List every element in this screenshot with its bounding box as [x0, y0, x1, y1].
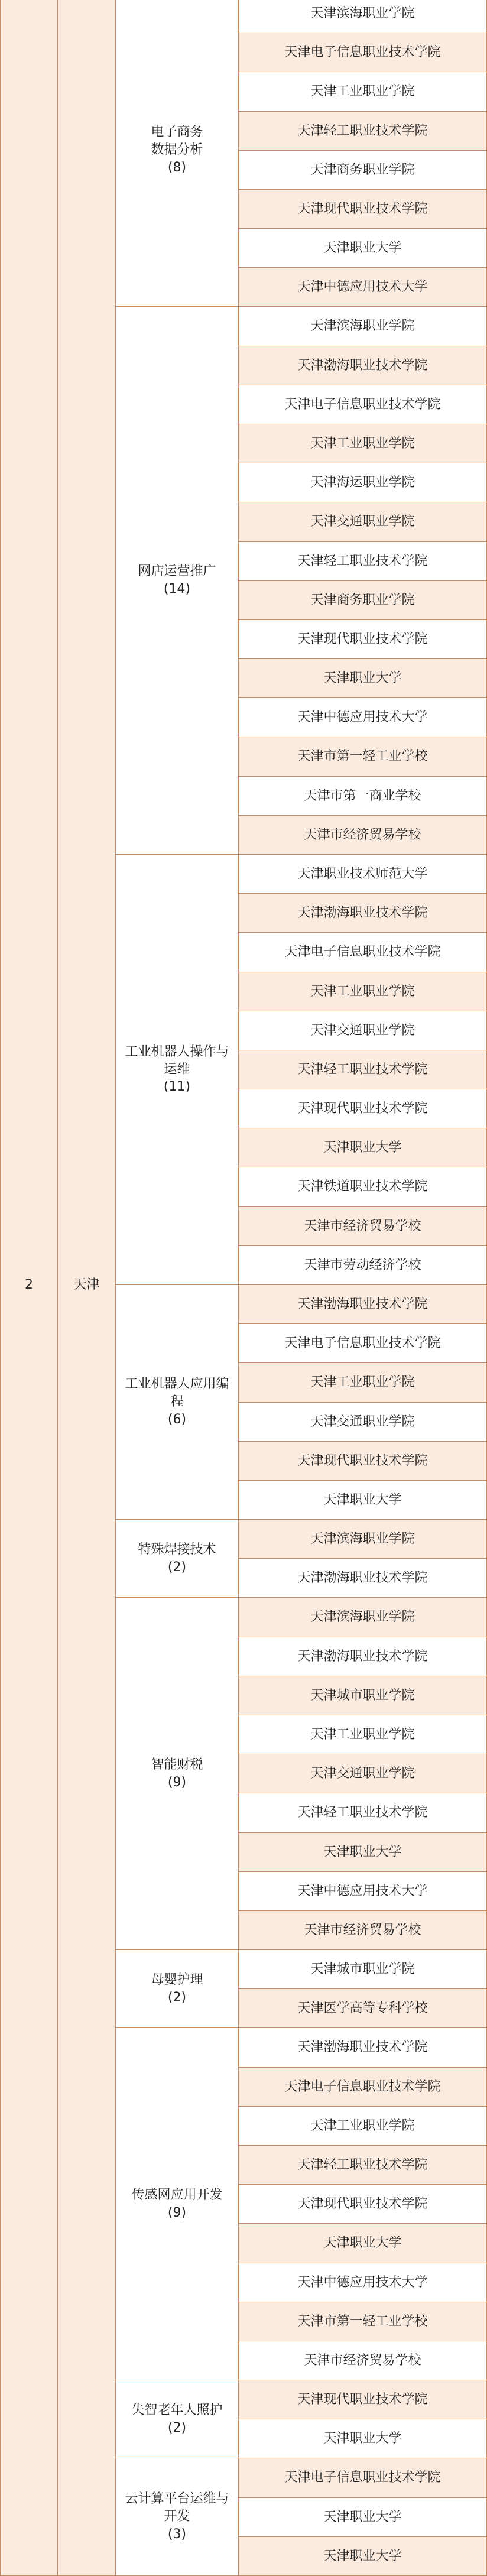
- school-cell: [239, 1207, 487, 1246]
- school-name: 天津职业大学: [323, 1140, 402, 1155]
- school-cell: [239, 1128, 487, 1167]
- school-name: 天津电子信息职业技术学院: [284, 2470, 441, 2486]
- school-name: 天津滨海职业学院: [310, 319, 415, 334]
- major-cell: [116, 2028, 239, 2380]
- school-cell: [239, 1167, 487, 1207]
- school-name: 天津工业职业学院: [310, 84, 415, 99]
- school-cell: [239, 2185, 487, 2224]
- school-name: 天津职业大学: [323, 1844, 402, 1860]
- major-school-count: (2): [167, 1559, 187, 1575]
- major-cell: [116, 0, 239, 307]
- major-name: 智能财税: [151, 1757, 203, 1772]
- major-label: [116, 1043, 237, 1096]
- major-school-count: (2): [167, 1990, 187, 2005]
- school-name: 天津中德应用技术大学: [297, 279, 428, 294]
- school-cell: [239, 972, 487, 1011]
- major-school-count: (2): [167, 2420, 187, 2435]
- school-name: 天津职业大学: [323, 240, 402, 255]
- school-name: 天津市第一商业学校: [304, 788, 421, 803]
- school-cell: [239, 620, 487, 659]
- major-name: 电子商务: [151, 125, 203, 140]
- school-name: 天津电子信息职业技术学院: [284, 945, 441, 960]
- school-cell: [239, 229, 487, 268]
- school-name: 天津城市职业学院: [310, 1961, 415, 1977]
- school-cell: [239, 1285, 487, 1324]
- major-school-count: (14): [163, 582, 191, 596]
- major-name: 开发: [164, 2509, 190, 2525]
- school-name: 天津渤海职业技术学院: [297, 905, 428, 920]
- school-name: 天津市第一轻工业学校: [297, 749, 428, 764]
- school-cell: [239, 2537, 487, 2576]
- school-cell: [239, 1793, 487, 1833]
- school-name: 天津电子信息职业技术学院: [284, 397, 441, 412]
- school-name: 天津现代职业技术学院: [297, 631, 428, 647]
- major-cell: [116, 1520, 239, 1598]
- school-cell: [239, 2107, 487, 2146]
- school-cell: [239, 1833, 487, 1872]
- school-name: 天津交通职业学院: [310, 1414, 415, 1429]
- school-cell: [239, 2341, 487, 2380]
- school-cell: [239, 1598, 487, 1637]
- school-name: 天津现代职业技术学院: [297, 1453, 428, 1468]
- school-name: 天津职业大学: [323, 2548, 402, 2564]
- major-school-count: (6): [167, 1412, 187, 1427]
- school-cell: [239, 151, 487, 190]
- school-cell: [239, 424, 487, 463]
- major-cell: [116, 2458, 239, 2576]
- school-name: 天津商务职业学院: [310, 592, 415, 608]
- school-name: 天津轻工职业技术学院: [297, 1805, 428, 1821]
- school-cell: [239, 2380, 487, 2419]
- major-name: 运维: [164, 1062, 190, 1077]
- school-cell: [239, 1050, 487, 1089]
- major-school-count: (11): [163, 1079, 191, 1095]
- school-cell: [239, 1011, 487, 1050]
- school-cell: [239, 346, 487, 385]
- region-cell: [58, 0, 116, 2576]
- school-cell: [239, 112, 487, 151]
- school-cell: [239, 1559, 487, 1598]
- school-name: 天津市第一轻工业学校: [297, 2314, 428, 2329]
- school-name: 天津市经济贸易学校: [304, 2353, 421, 2368]
- school-cell: [239, 2302, 487, 2341]
- school-cell: [239, 1715, 487, 1754]
- major-label: [123, 2402, 230, 2437]
- school-cell: [239, 2224, 487, 2263]
- school-cell: [239, 1950, 487, 1989]
- school-cell: [239, 816, 487, 855]
- school-cell: [239, 385, 487, 424]
- major-cell: [116, 307, 239, 855]
- school-name: 天津市经济贸易学校: [304, 827, 421, 842]
- school-name: 天津现代职业技术学院: [297, 201, 428, 216]
- school-cell: [239, 1676, 487, 1715]
- major-name: 云计算平台运维与: [125, 2491, 229, 2507]
- school-name: 天津职业大学: [323, 2431, 402, 2446]
- school-name: 天津轻工职业技术学院: [297, 2157, 428, 2172]
- school-name: 天津职业大学: [323, 1492, 402, 1507]
- school-cell: [239, 1246, 487, 1285]
- major-name: 特殊焊接技术: [138, 1542, 216, 1557]
- school-name: 天津工业职业学院: [310, 2118, 415, 2133]
- major-cell: [116, 2380, 239, 2458]
- school-name: 天津轻工职业技术学院: [297, 1062, 428, 1077]
- school-name: 天津滨海职业学院: [310, 1610, 415, 1625]
- major-school-count: (9): [167, 1774, 187, 1790]
- school-cell: [239, 502, 487, 542]
- major-name: 母婴护理: [151, 1972, 203, 1987]
- school-cell: [239, 894, 487, 933]
- row-number-cell: [0, 0, 58, 2576]
- school-cell: [239, 33, 487, 72]
- major-school-count: (3): [167, 2526, 187, 2542]
- school-name: 天津渤海职业技术学院: [297, 2040, 428, 2055]
- major-cell: [116, 1285, 239, 1520]
- major-name: 失智老年人照护: [131, 2402, 223, 2418]
- school-name: 天津滨海职业学院: [310, 5, 415, 21]
- school-name: 天津工业职业学院: [310, 984, 415, 999]
- school-name: 天津市经济贸易学校: [304, 1922, 421, 1938]
- school-cell: [239, 190, 487, 229]
- major-school-count: (9): [167, 2205, 187, 2220]
- school-name: 天津工业职业学院: [310, 1375, 415, 1390]
- school-name: 天津中德应用技术大学: [297, 1883, 428, 1899]
- region-name: 天津: [73, 1277, 100, 1292]
- school-cell: [239, 777, 487, 816]
- school-name: 天津渤海职业技术学院: [297, 1649, 428, 1664]
- school-name: 天津交通职业学院: [310, 514, 415, 530]
- school-cell: [239, 2498, 487, 2537]
- school-cell: [239, 0, 487, 33]
- major-name: 程: [170, 1394, 184, 1410]
- school-name: 天津铁道职业技术学院: [297, 1179, 428, 1195]
- major-name: 网店运营推广: [138, 564, 216, 579]
- school-name: 天津职业技术师范大学: [297, 866, 428, 881]
- school-cell: [239, 268, 487, 307]
- school-cell: [239, 542, 487, 581]
- major-name: 传感网应用开发: [131, 2187, 223, 2202]
- major-label: [116, 2490, 237, 2543]
- school-name: 天津交通职业学院: [310, 1023, 415, 1038]
- school-name: 天津交通职业学院: [310, 1766, 415, 1781]
- school-cell: [239, 1520, 487, 1559]
- school-name: 天津城市职业学院: [310, 1688, 415, 1703]
- school-cell: [239, 2146, 487, 2185]
- school-name: 天津中德应用技术大学: [297, 2275, 428, 2290]
- school-cell: [239, 2028, 487, 2068]
- school-name: 天津中德应用技术大学: [297, 709, 428, 725]
- major-name: 工业机器人应用编: [125, 1377, 229, 1392]
- school-cell: [239, 2458, 487, 2498]
- school-name: 天津商务职业学院: [310, 162, 415, 177]
- school-cell: [239, 1442, 487, 1481]
- school-cell: [239, 1089, 487, 1128]
- school-cell: [239, 1637, 487, 1676]
- major-label: [142, 1756, 211, 1791]
- school-cell: [239, 1324, 487, 1363]
- school-cell: [239, 72, 487, 112]
- school-cell: [239, 1754, 487, 1793]
- school-name: 天津电子信息职业技术学院: [284, 44, 441, 60]
- major-label: [116, 1375, 237, 1428]
- school-cell: [239, 2263, 487, 2302]
- major-label: [123, 2186, 230, 2221]
- school-name: 天津职业大学: [323, 670, 402, 686]
- school-name: 天津海运职业学院: [310, 475, 415, 490]
- school-name: 天津渤海职业技术学院: [297, 1296, 428, 1312]
- school-cell: [239, 737, 487, 777]
- school-name: 天津现代职业技术学院: [297, 1101, 428, 1116]
- school-name: 天津渤海职业技术学院: [297, 358, 428, 373]
- school-cell: [239, 1872, 487, 1911]
- school-name: 天津医学高等专科学校: [297, 2000, 428, 2016]
- school-cell: [239, 2068, 487, 2107]
- school-name: 天津轻工职业技术学院: [297, 123, 428, 138]
- school-name: 天津电子信息职业技术学院: [284, 1335, 441, 1351]
- major-label: [142, 1971, 211, 2006]
- school-cell: [239, 307, 487, 346]
- major-label: [129, 563, 224, 598]
- school-name: 天津滨海职业学院: [310, 1531, 415, 1546]
- school-cell: [239, 1403, 487, 1442]
- major-label: [129, 1541, 224, 1576]
- major-cell: [116, 1950, 239, 2028]
- major-name: 数据分析: [151, 142, 203, 158]
- row-number: 2: [25, 1277, 33, 1292]
- major-cell: [116, 855, 239, 1285]
- school-name: 天津现代职业技术学院: [297, 2196, 428, 2211]
- school-name: 天津市经济贸易学校: [304, 1218, 421, 1234]
- school-name: 天津市劳动经济学校: [304, 1257, 421, 1273]
- school-name: 天津职业大学: [323, 2236, 402, 2251]
- school-cell: [239, 1911, 487, 1950]
- school-cell: [239, 581, 487, 620]
- school-cell: [239, 659, 487, 698]
- school-cell: [239, 2419, 487, 2458]
- school-name: 天津轻工职业技术学院: [297, 553, 428, 569]
- school-cell: [239, 1481, 487, 1520]
- school-cell: [239, 933, 487, 972]
- school-cell: [239, 463, 487, 502]
- major-cell: [116, 1598, 239, 1950]
- school-name: 天津工业职业学院: [310, 1727, 415, 1742]
- major-label: [142, 124, 211, 176]
- school-name: 天津电子信息职业技术学院: [284, 2079, 441, 2094]
- school-name: 天津现代职业技术学院: [297, 2392, 428, 2407]
- school-cell: [239, 698, 487, 737]
- school-name: 天津职业大学: [323, 2509, 402, 2525]
- major-school-count: (8): [167, 160, 187, 175]
- school-name: 天津渤海职业技术学院: [297, 1570, 428, 1585]
- school-name: 天津工业职业学院: [310, 436, 415, 451]
- school-cell: [239, 1989, 487, 2028]
- school-cell: [239, 1363, 487, 1403]
- school-cell: [239, 855, 487, 894]
- major-name: 工业机器人操作与: [125, 1044, 229, 1059]
